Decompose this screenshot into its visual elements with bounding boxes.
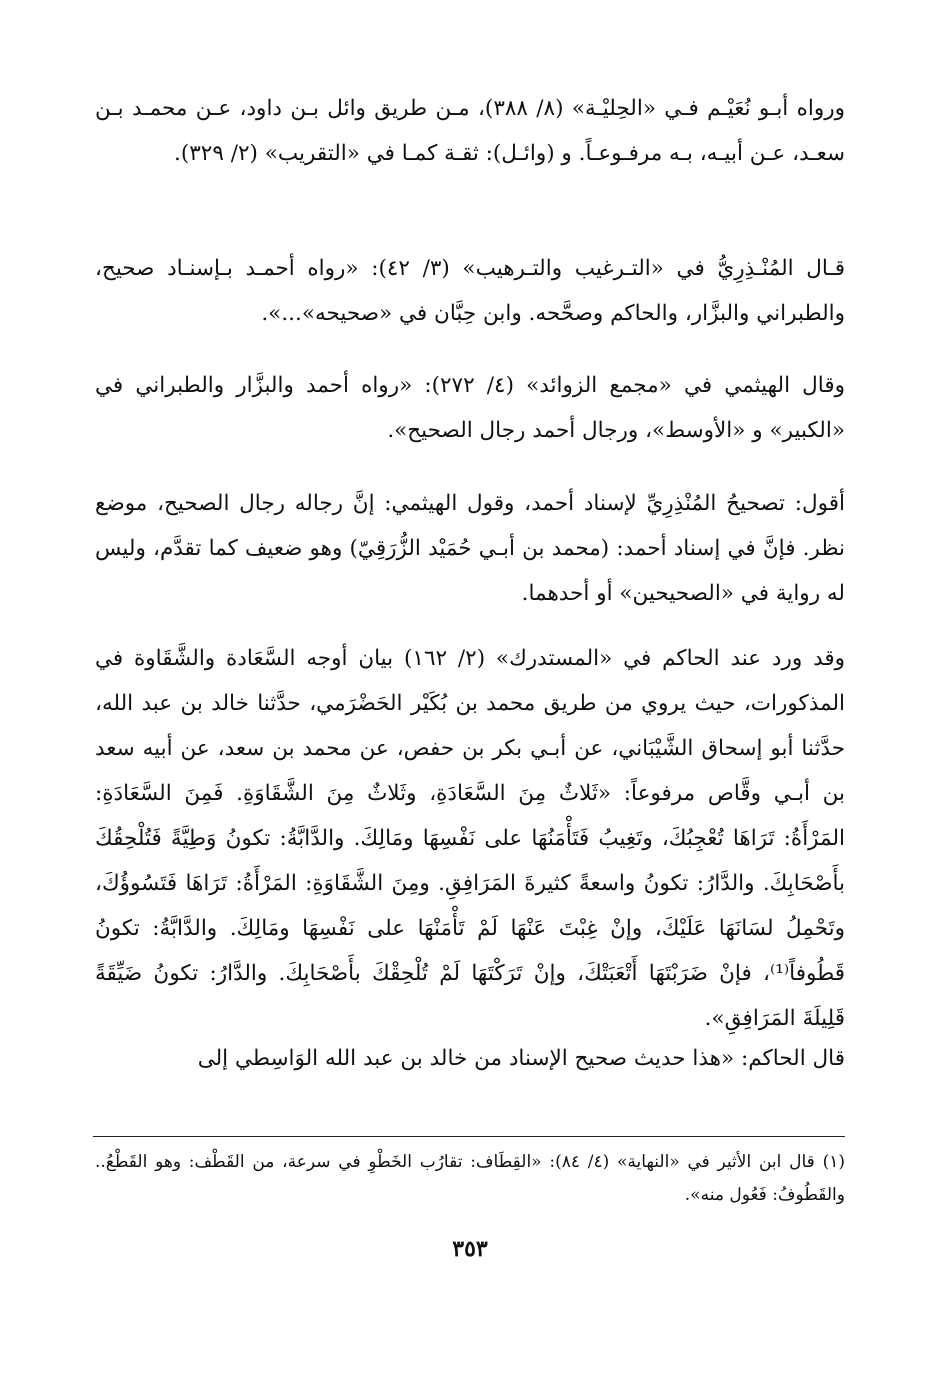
paragraph-author-comment: أقول: تصحيحُ المُنْذِرِيِّ لإسناد أحمد، وقول الهيثمي: إنَّ رجاله رجال الصحيح، موضع نظر. فإنَّ في إسناد أحمد: (محمد بن أبـي حُمَيْد الزُّرَقِيّ) وهو ضعيف كما تقدَّم، وليس له رواية في «الصحيحين» أو أحدهما. xyxy=(95,491,845,606)
paragraph-mundhiri-quote: قـال المُنْـذِرِيُّ في «التـرغيب والتـرهيب» (٣/ ٤٢): «رواه أحمـد بـإسنـاد صحيح، والطبراني والبزَّار، والحاكم وصحَّحه. وابن حِبَّان في «صحيحه»...». xyxy=(95,256,846,326)
paragraph-hilya-narration: ورواه أبـو نُعَيْـم فـي «الحِليْـة» (٨/ ٣٨٨)، مـن طريق وائل بـن داود، عـن محمـد بـن سعـد، عـن أبيـه، بـه مرفـوعـاً. و (وائـل): ثقـة كمـا في «التقريب» (٢/ ٣٢٩). xyxy=(95,96,845,166)
paragraph-haythami-quote: وقال الهيثمي في «مجمع الزوائد» (٤/ ٢٧٢): «رواه أحمد والبزَّار والطبراني في «الكبير» و «الأوسط»، ورجال أحمد رجال الصحيح». xyxy=(95,373,846,443)
paragraph-hakim-hadith: وقد ورد عند الحاكم في «المستدرك» (٢/ ١٦٢) بيان أوجه السَّعَادة والشَّقَاوة في المذكورات، حيث يروي من طريق محمد بن بُكَيْر الحَضْرَمي، حدَّثنا خالد بن عبد الله، حدَّثنا أبو إسحاق الشَّيْبَاني، عن أبـي بكر بن حفص، عن محمد بن سعد، عن أبيه سعد بن أبـي وقَّاص مرفوعاً: «ثَلاثٌ مِنَ السَّعَادَةِ، وثَلاثٌ مِنَ الشَّقَاوَةِ. فَمِنَ السَّعَادَةِ: المَرْأَةُ: تَرَاهَا تُعْجِبُكَ، وتَغِيبُ فَتَأْمَنُهَا على نَفْسِهَا ومَالِكَ. والدَّابَّةُ: تكونُ وَطِيَّةً فَتُلْحِقُكَ بأَصْحَابِكَ. والدَّارُ: تكونُ واسعةً كثيرةَ المَرَافِقِ. ومِنَ الشَّقَاوَةِ: المَرْأَةُ: تَرَاهَا فَتَسُوؤُكَ، وتَحْمِلُ لسَانَهَا عَلَيْكَ، وإنْ غِبْتَ عَنْهَا لَمْ تَأْمَنْهَا على نَفْسِهَا ومَالِكَ. والدَّابَّةُ: تكونُ قَطُوفاً⁽¹⁾، فإنْ ضَرَبْتَهَا أَتْعَبَتْكَ، وإنْ تَرَكْتَهَا لَمْ تُلْحِقْكَ بأَصْحَابِكَ. والدَّارُ: تكونُ ضَيِّقَةً قَلِيلَةَ المَرَافِقِ». xyxy=(95,646,846,1031)
footnote-divider xyxy=(93,1136,845,1137)
paragraph-hakim-verdict: قال الحاكم: «هذا حديث صحيح الإسناد من خالد بن عبد الله الوَاسِطي إلى xyxy=(197,1046,845,1071)
page-number: ٣٥٣ xyxy=(452,1236,488,1262)
footnote: (١) قال ابن الأثير في «النهاية» (٤/ ٨٤): «القِطَاف: تقارُب الخَطْوِ في سرعة، من القَطْف: وهو القَطْعُ.. والقَطُوفُ: فَعُول منه». xyxy=(95,1152,845,1205)
